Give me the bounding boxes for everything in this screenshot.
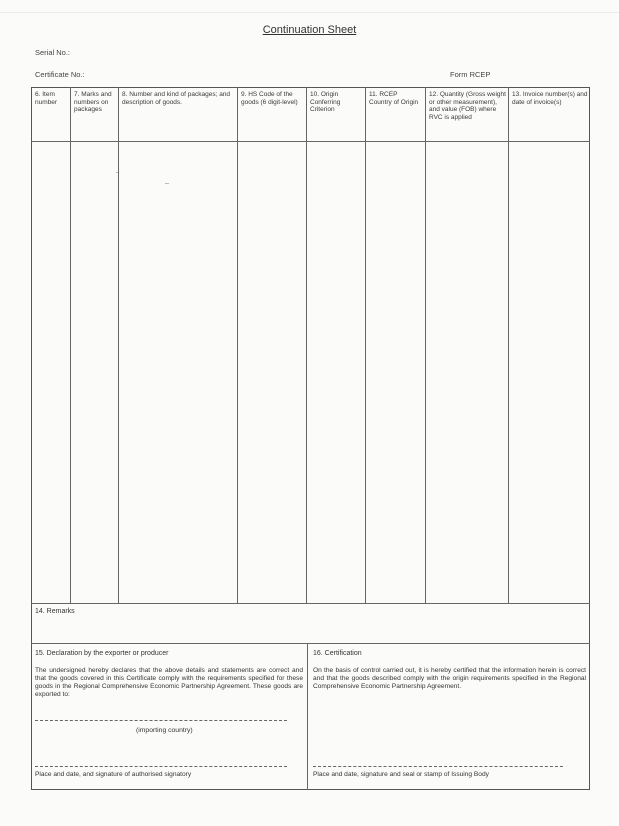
scan-speck — [116, 172, 118, 173]
section-divider — [307, 643, 308, 790]
column-header-marks: 7. Marks and numbers on packages — [74, 91, 112, 113]
table-body-bottom-line — [31, 603, 590, 604]
issuing-body-signature-label: Place and date, signature and seal or stamp of Issuing Body — [313, 771, 489, 778]
certificate-number-label: Certificate No.: — [35, 70, 85, 79]
column-divider — [237, 87, 238, 603]
column-header-origin-criterion: 10. Origin Conferring Criterion — [310, 91, 341, 113]
exporter-signature-line — [35, 766, 287, 767]
column-divider — [306, 87, 307, 603]
column-header-item-number: 6. Item number — [35, 91, 58, 106]
page-top-edge — [0, 12, 619, 13]
column-header-description: 8. Number and kind of packages; and description of goods. — [122, 91, 231, 106]
column-divider — [70, 87, 71, 603]
column-header-quantity-value: 12. Quantity (Gross weight or other measurement), and value (FOB) where RVC is applied — [429, 91, 506, 121]
importing-country-line — [35, 720, 287, 721]
certification-text: On the basis of control carried out, it is hereby certified that the information herein is correct and that the goods described comply with the origin requirements specified in the Regional Comprehensive Economic Partnership Agreement. — [313, 667, 586, 690]
certification-title: 16. Certification — [313, 650, 362, 657]
form-label: Form RCEP — [450, 70, 491, 79]
remarks-bottom-line — [31, 643, 590, 644]
declaration-title: 15. Declaration by the exporter or producer — [35, 650, 169, 657]
column-header-hs-code: 9. HS Code of the goods (6 digit-level) — [241, 91, 298, 106]
importing-country-label: (importing country) — [136, 727, 193, 734]
column-divider — [508, 87, 509, 603]
serial-number-label: Serial No.: — [35, 48, 71, 57]
column-header-invoice: 13. Invoice number(s) and date of invoice(s) — [512, 91, 588, 106]
column-divider — [365, 87, 366, 603]
column-divider — [118, 87, 119, 603]
declaration-text: The undersigned hereby declares that the above details and statements are correct and that the goods covered in this Certificate comply with the requirements specified for these goods in the Regional Comprehensive Economic Partnership Agreement. These goods are exported to: — [35, 667, 303, 698]
column-divider — [425, 87, 426, 603]
issuing-body-signature-line — [313, 766, 563, 767]
document-title: Continuation Sheet — [262, 24, 357, 36]
column-header-country-of-origin: 11. RCEP Country of Origin — [369, 91, 419, 106]
remarks-label: 14. Remarks — [35, 608, 75, 615]
header-row-divider — [31, 141, 590, 142]
exporter-signature-label: Place and date, and signature of authorised signatory — [35, 771, 192, 778]
scan-speck — [165, 183, 169, 184]
